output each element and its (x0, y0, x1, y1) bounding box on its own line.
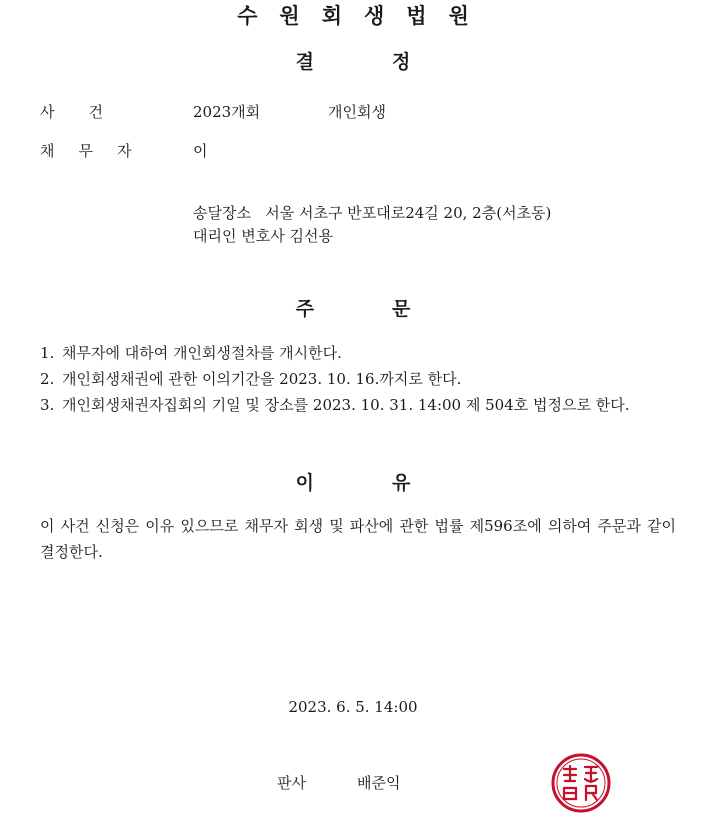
judge-name: 배준익 (357, 774, 401, 792)
order-item-number: 3. (40, 396, 55, 414)
order-item-number: 1. (40, 344, 55, 362)
order-heading: 주문 (295, 298, 489, 320)
order-item (40, 392, 676, 418)
reason-text: 이 사건 신청은 이유 있으므로 채무자 회생 및 파산에 관한 법률 제596조에 의하여 주문과 같이 결정한다. (40, 517, 676, 561)
document-type-heading: 결정 (295, 51, 489, 73)
service-address: 송달장소 서울 서초구 반포대로24길 20, 2층(서초동) (193, 204, 552, 222)
case-label: 사건 (40, 103, 137, 121)
order-item-text: 개인회생채권에 관한 이의기간을 2023. 10. 16.까지로 한다. (62, 370, 462, 388)
case-type: 개인회생 (328, 103, 386, 121)
order-item-number: 2. (40, 370, 55, 388)
judge-label: 판사 (277, 774, 306, 792)
judge-seal-icon (550, 752, 612, 814)
order-item (40, 366, 676, 392)
case-number: 2023개회 (193, 103, 261, 121)
reason-heading: 이유 (295, 472, 489, 494)
order-item-text: 개인회생채권자집회의 기일 및 장소를 2023. 10. 31. 14:00 제 504호 법정으로 한다. (62, 396, 630, 414)
order-item-text: 채무자에 대하여 개인회생절차를 개시한다. (62, 344, 342, 362)
representative: 대리인 변호사 김선용 (193, 227, 333, 245)
court-name: 수원회생법원 (237, 4, 491, 28)
debtor-name: 이 (193, 142, 208, 160)
order-item (40, 340, 676, 366)
debtor-label: 채무자 (40, 142, 156, 160)
decision-datetime: 2023. 6. 5. 14:00 (288, 698, 418, 716)
